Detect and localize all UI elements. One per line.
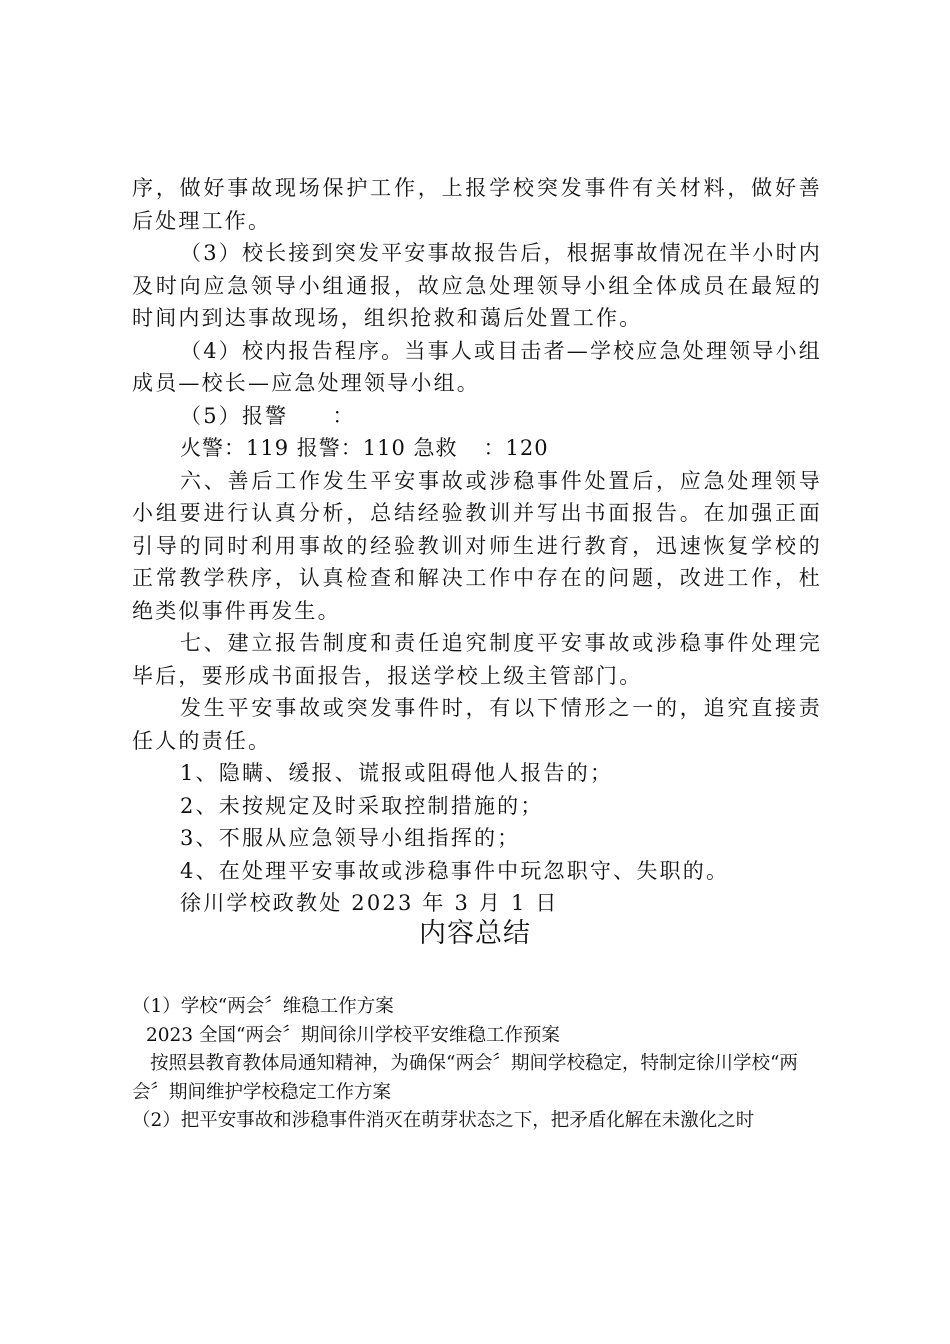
alarm-heading-colon: ：	[332, 403, 356, 428]
list-item: 1、隐瞒、缓报、谎报或阻碍他人报告的；	[180, 761, 614, 785]
paragraph-aftermath: 六、善后工作发生平安事故或涉稳事件处置后，应急处理领导小组要进行认真分析，总结经验教训并写出书面报告。在加强正面引导的同时利用事故的经验教训对师生进行教育，迅速恢复学校的正常教学秩序，认真检查和解决工作中存在的问题，改进工作，杜绝类似事件再发生。	[132, 468, 822, 623]
list-item: 3、不服从应急领导小组指挥的；	[180, 826, 521, 850]
paragraph-reporting-system: 七、建立报告制度和责任追究制度平安事故或涉稳事件处理完毕后，要形成书面报告，报送学校上级主管部门。	[132, 631, 822, 688]
summary-section	[132, 993, 822, 1136]
alarm-numbers	[132, 432, 822, 465]
list-item: 4、在处理平安事故或涉稳事件中玩忽职守、失职的。	[180, 858, 730, 883]
summary-line: （2）把平安事故和涉稳事件消灭在萌芽状态之下，把矛盾化解在未激化之时	[132, 1110, 755, 1131]
alarm-numbers-ambulance: ：120	[483, 436, 549, 460]
alarm-numbers-main: 火警：119 报警：110 急救	[180, 436, 458, 460]
alarm-heading-label: （5）报警	[180, 403, 289, 428]
alarm-heading	[132, 400, 822, 433]
signature-line: 徐川学校政教处 2023 年 3 月 1 日	[180, 891, 559, 915]
paragraph-continued: 序，做好事故现场保护工作，上报学校突发事件有关材料，做好善后处理工作。	[132, 176, 822, 233]
paragraph-accountability: 发生平安事故或突发事件时，有以下情形之一的，追究直接责任人的责任。	[132, 696, 822, 753]
summary-line: 按照县教育教体局通知精神，为确保“两会〞期间学校稳定，特制定徐川学校“两会〞期间维护学校稳定工作方案	[132, 1053, 798, 1103]
body-text	[132, 172, 822, 920]
paragraph-3: （3）校长接到突发平安事故报告后，根据事故情况在半小时内及时向应急领导小组通报，故应急处理领导小组全体成员在最短的时间内到达事故现场，组织抢救和蔼后处置工作。	[132, 241, 822, 330]
summary-line: （1）学校“两会〞维稳工作方案	[132, 996, 394, 1017]
summary-title: 内容总结	[419, 918, 531, 949]
summary-line: 2023 全国“两会〞期间徐川学校平安维稳工作预案	[146, 1024, 560, 1046]
paragraph-4: （4）校内报告程序。当事人或目击者—学校应急处理领导小组成员—校长—应急处理领导小组。	[132, 338, 822, 395]
list-item: 2、未按规定及时采取控制措施的；	[180, 793, 544, 818]
